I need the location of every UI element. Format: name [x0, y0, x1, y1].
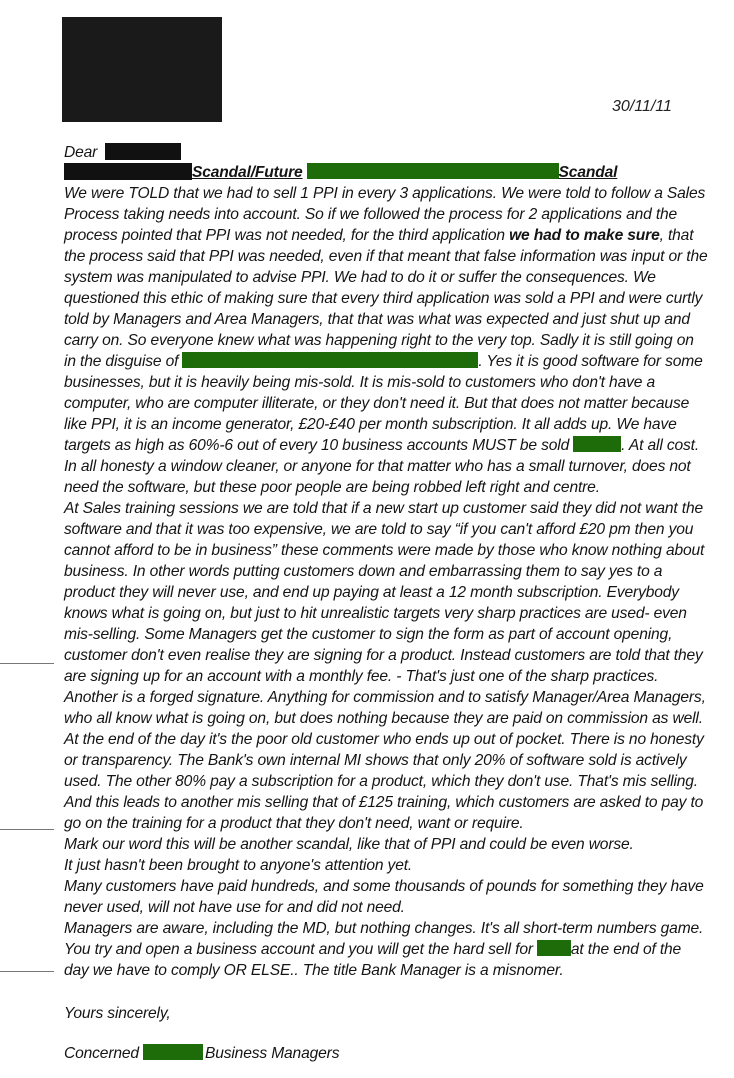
emphasis: we had to make sure — [509, 227, 660, 244]
subject-part-b: Scandal — [558, 164, 618, 181]
body-line: like PPI, it is an income generator, £20-£40 per month subscription. It all adds up. We have — [64, 416, 677, 433]
body-line: in the disguise of . Yes it is good software for some — [64, 353, 703, 370]
body-line: And this leads to another mis selling that of £125 training, which customers are asked to pay to — [64, 794, 704, 811]
signoff-part-b: Business Managers — [204, 1045, 340, 1062]
body-line: process pointed that PPI was not needed, for the third application we had to make sure, that — [64, 227, 694, 244]
letter-date: 30/11/11 — [612, 98, 672, 115]
body-line: product they will never use, and end up paying at least a 12 month subscription. Everybody — [64, 584, 679, 601]
body-line: mis-selling. Some Managers get the customer to sign the form as part of account opening, — [64, 626, 673, 643]
body-line: day we have to comply OR ELSE.. The title Bank Manager is a misnomer. — [64, 962, 564, 979]
body-line: software and that it was too expensive, we are told to say “if you can't afford £20 pm then you — [64, 521, 694, 538]
salutation: Dear — [64, 144, 98, 161]
closing: Yours sincerely, — [64, 1005, 171, 1022]
body-line: knows what is going on, but just to hit unrealistic targets very sharp practices are used- even — [64, 605, 687, 622]
body-line: told by Managers and Area Managers, that that was what was expected and just shut up and — [64, 311, 690, 328]
body-line: or transparency. The Bank's own internal MI shows that only 20% of software sold is actively — [64, 752, 687, 769]
signoff-part-a: Concerned — [64, 1045, 139, 1062]
body-line: who all know what is going on, but does nothing because they are paid on commission as well. — [64, 710, 703, 727]
body-line: Mark our word this will be another scandal, like that of PPI and could be even worse. — [64, 836, 634, 853]
redacted-software-name — [182, 352, 478, 368]
body-line: are signing up for an account with a monthly fee. - That's just one of the sharp practices. — [64, 668, 659, 685]
body-line: In all honesty a window cleaner, or anyone for that matter who has a small turnover, does not — [64, 458, 691, 475]
body-line: It just hasn't been brought to anyone's attention yet. — [64, 857, 413, 874]
margin-mark — [0, 829, 54, 830]
subject-part-a: Scandal/Future — [192, 164, 303, 181]
body-line: You try and open a business account and you will get the hard sell for at the end of the — [64, 941, 682, 958]
body-line: At Sales training sessions we are told that if a new start up customer said they did not want the — [64, 500, 704, 517]
body-line: computer, who are computer illiterate, or they don't need it. But that does not matter because — [64, 395, 690, 412]
body-line: business. In other words putting customers down and embarrassing them to say yes to a — [64, 563, 663, 580]
body-line: go on the training for a product that they don't need, want or require. — [64, 815, 524, 832]
redacted-letterhead — [62, 17, 222, 122]
body-line: used. The other 80% pay a subscription for a product, which they don't use. That's mis selling. — [64, 773, 698, 790]
redacted-subject-prefix — [64, 163, 192, 180]
body-line: Process taking needs into account. So if we followed the process for 2 applications and the — [64, 206, 678, 223]
margin-mark — [0, 971, 54, 972]
body-line: never used, will not have use for and did not need. — [64, 899, 405, 916]
body-line: Managers are aware, including the MD, but nothing changes. It's all short-term numbers game. — [64, 920, 704, 937]
body-line: need the software, but these poor people are being robbed left right and centre. — [64, 479, 600, 496]
redacted-bank-name — [143, 1044, 203, 1060]
signoff-line — [64, 1044, 734, 1064]
subject-line — [64, 163, 734, 183]
body-line: We were TOLD that we had to sell 1 PPI in every 3 applications. We were told to follow a Sales — [64, 185, 706, 202]
body-line: system was manipulated to advise PPI. We had to do it or suffer the consequences. We — [64, 269, 656, 286]
body-line: cannot afford to be in business” these comments were made by those who know nothing about — [64, 542, 705, 559]
body-line: Another is a forged signature. Anything for commission and to satisfy Manager/Area Managers, — [64, 689, 706, 706]
body-line: targets as high as 60%-6 out of every 10 business accounts MUST be sold . At all cost. — [64, 437, 700, 454]
redacted-product-short — [537, 940, 571, 956]
body-line: At the end of the day it's the poor old customer who ends up out of pocket. There is no honesty — [64, 731, 704, 748]
redacted-product-name — [307, 163, 559, 179]
body-line: Many customers have paid hundreds, and some thousands of pounds for something they have — [64, 878, 704, 895]
redacted-product-short — [573, 436, 621, 452]
body-line: carry on. So everyone knew what was happening right to the very top. Sadly it is still going on — [64, 332, 694, 349]
body-line: questioned this ethic of making sure that every third application was sold a PPI and were curtly — [64, 290, 703, 307]
margin-mark — [0, 663, 54, 664]
body-line: customer don't even realise they are signing for a product. Instead customers are told that they — [64, 647, 703, 664]
redacted-name — [105, 143, 181, 160]
body-line: businesses, but it is heavily being mis-sold. It is mis-sold to customers who don't have a — [64, 374, 655, 391]
salutation-line — [64, 143, 734, 163]
body-line: the process said that PPI was needed, even if that meant that false information was input or the — [64, 248, 708, 265]
